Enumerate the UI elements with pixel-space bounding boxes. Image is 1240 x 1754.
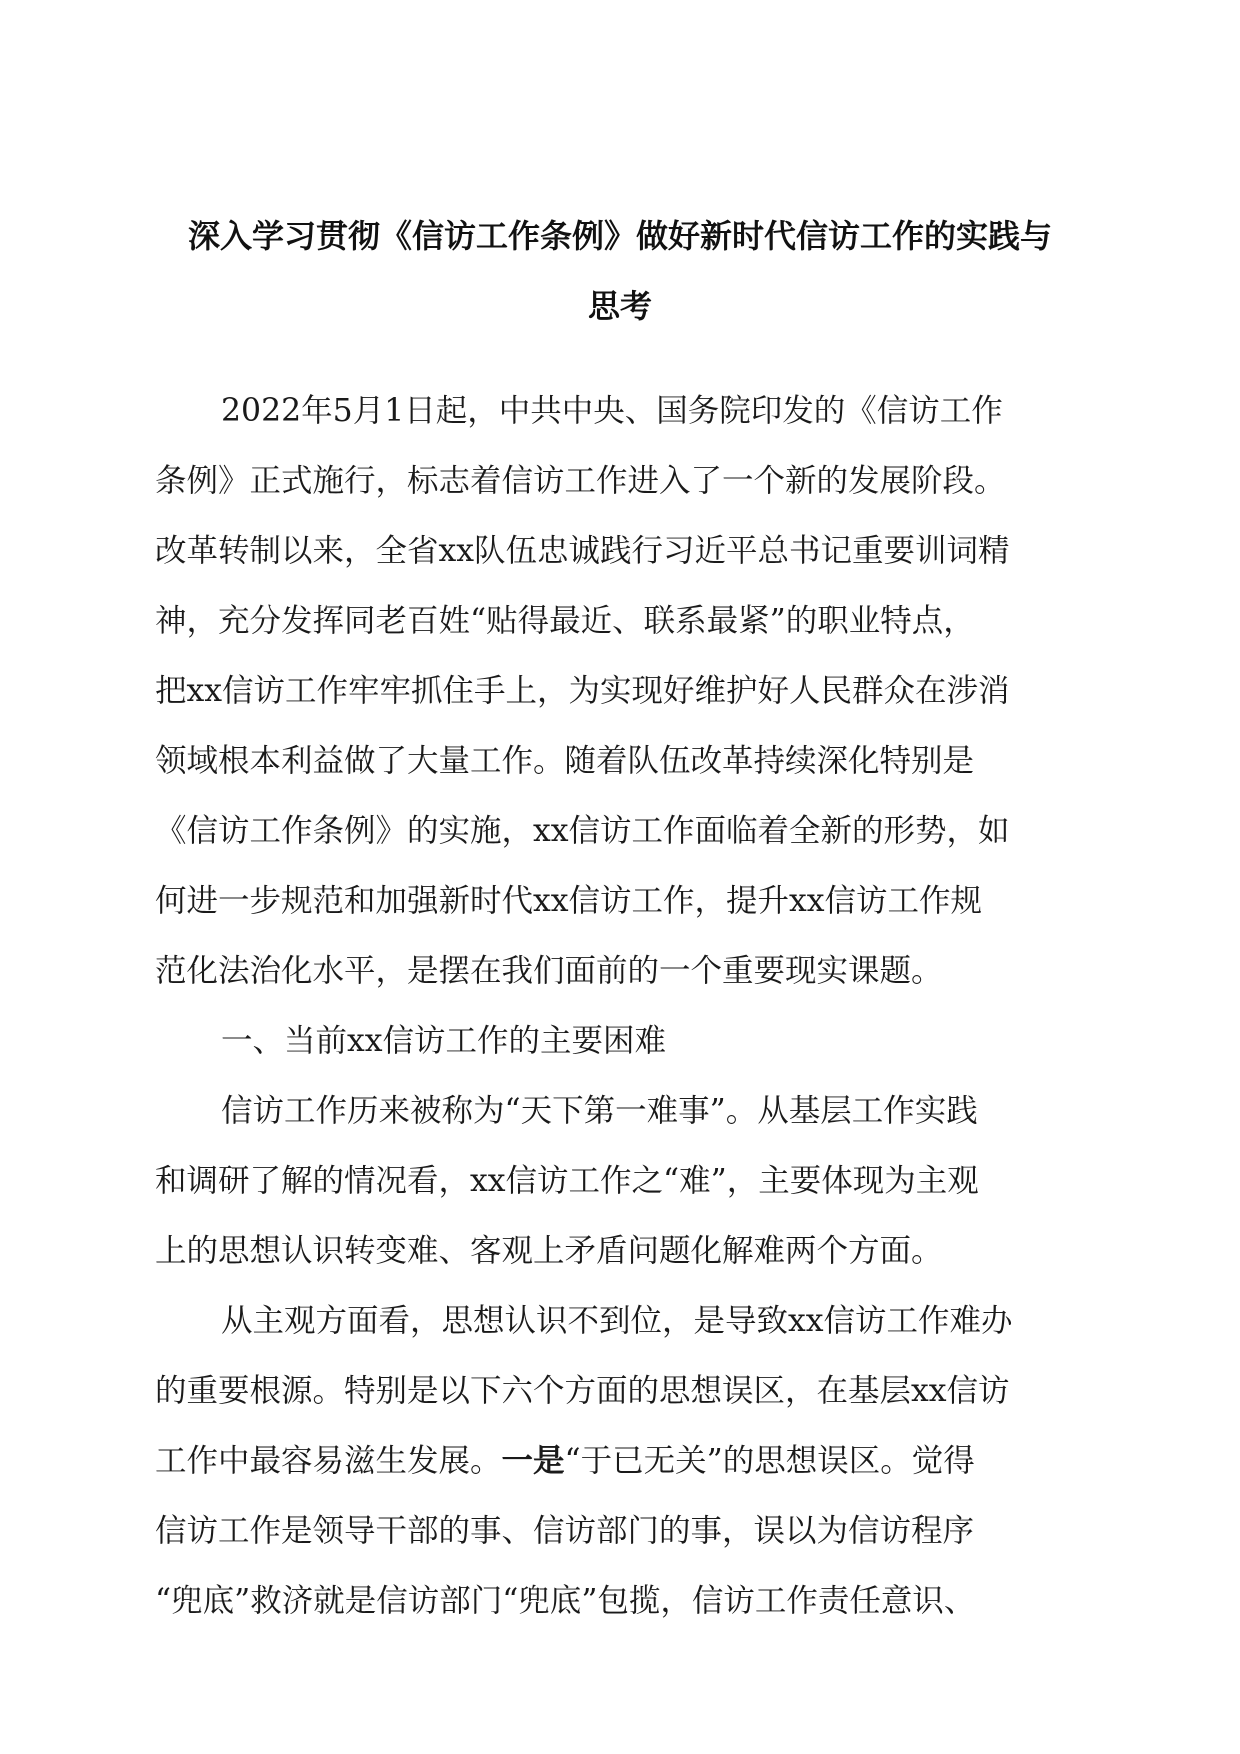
- paragraph-3-line-3: [155, 1426, 1075, 1496]
- paragraph-1-line-1: 2022年5月1日起，中共中央、国务院印发的《信访工作: [221, 393, 1003, 429]
- paragraph-1-line-4: 神，充分发挥同老百姓“贴得最近、联系最紧”的职业特点，: [155, 603, 975, 639]
- paragraph-3-line-3-start: 工作中最容易滋生发展。: [155, 1443, 502, 1479]
- paragraph-3-line-3-end: “于已无关”的思想误区。觉得: [564, 1443, 975, 1479]
- document-body: [155, 376, 1075, 1636]
- paragraph-2-line-1: 信访工作历来被称为“天下第一难事”。从基层工作实践: [221, 1093, 978, 1129]
- section-heading-1: 一、当前xx信访工作的主要困难: [221, 1023, 667, 1059]
- emphasis-first-point: 一是: [501, 1443, 565, 1479]
- title-line-1: 深入学习贯彻《信访工作条例》做好新时代信访工作的实践与: [187, 217, 1052, 255]
- paragraph-2-line-2: 和调研了解的情况看，xx信访工作之“难”，主要体现为主观: [155, 1163, 979, 1199]
- document-title: [150, 200, 1090, 340]
- paragraph-1-line-3: 改革转制以来，全省xx队伍忠诚践行习近平总书记重要训词精: [155, 533, 1010, 569]
- paragraph-3-line-4: 信访工作是领导干部的事、信访部门的事，误以为信访程序: [155, 1513, 975, 1549]
- paragraph-1-line-7: 《信访工作条例》的实施，xx信访工作面临着全新的形势，如: [155, 813, 1010, 849]
- paragraph-1-line-2: 条例》正式施行，标志着信访工作进入了一个新的发展阶段。: [155, 463, 1006, 499]
- paragraph-3-line-5: “兜底”救济就是信访部门“兜底”包揽，信访工作责任意识、: [155, 1583, 976, 1619]
- title-line-2: 思考: [587, 287, 652, 325]
- paragraph-3-line-1: 从主观方面看，思想认识不到位，是导致xx信访工作难办: [221, 1303, 1013, 1339]
- paragraph-1-line-9: 范化法治化水平，是摆在我们面前的一个重要现实课题。: [155, 953, 943, 989]
- paragraph-2-line-3: 上的思想认识转变难、客观上矛盾问题化解难两个方面。: [155, 1233, 943, 1269]
- paragraph-1-line-6: 领域根本利益做了大量工作。随着队伍改革持续深化特别是: [155, 743, 975, 779]
- paragraph-1-line-8: 何进一步规范和加强新时代xx信访工作，提升xx信访工作规: [155, 883, 983, 919]
- paragraph-1-line-5: 把xx信访工作牢牢抓住手上，为实现好维护好人民群众在涉消: [155, 673, 1010, 709]
- paragraph-3-line-2: 的重要根源。特别是以下六个方面的思想误区，在基层xx信访: [155, 1373, 1010, 1409]
